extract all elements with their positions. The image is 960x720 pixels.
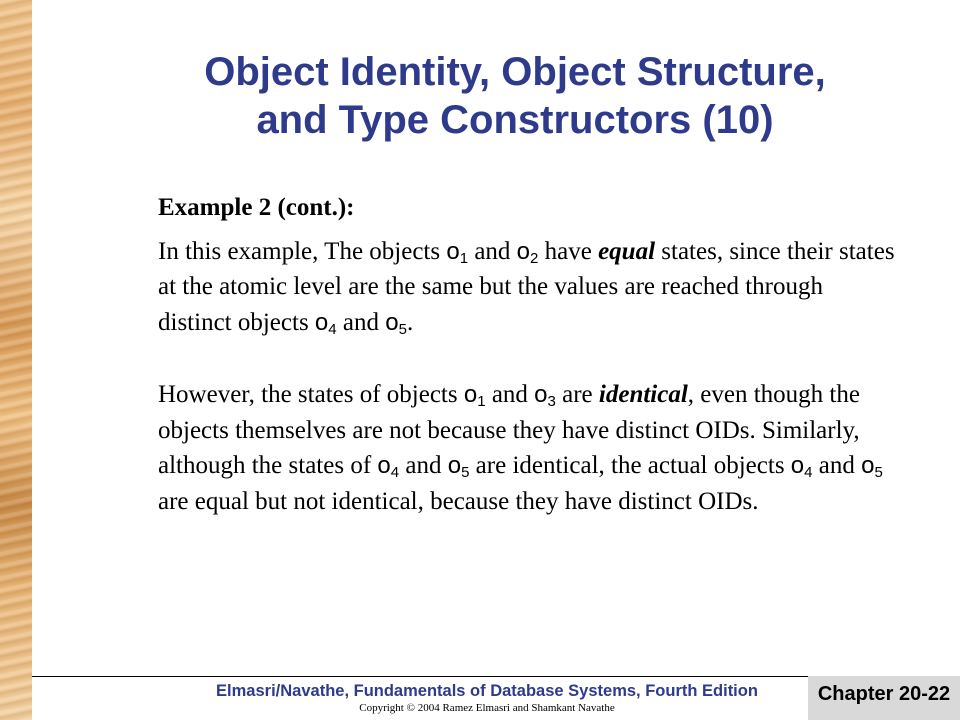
text: and xyxy=(485,381,535,408)
object-ref: $o_3$ xyxy=(534,381,556,410)
slide-body xyxy=(158,190,898,519)
object-ref: $o_1$ xyxy=(446,237,469,267)
slide-title xyxy=(120,48,910,144)
footer-copyright: Copyright © 2004 Ramez Elmasri and Shamkant Navathe xyxy=(359,702,615,714)
text: have xyxy=(538,237,599,265)
object-ref: $o_4$ xyxy=(790,452,813,481)
title-line-1: Object Identity, Object Structure, xyxy=(204,50,826,94)
example-subheading: Example 2 (cont.): xyxy=(158,194,355,221)
paragraph-equal-states xyxy=(158,234,898,341)
text: and xyxy=(399,452,448,479)
text: are equal but not identical, because they have distinct OIDs. xyxy=(158,487,759,515)
object-ref: $o_2$ xyxy=(516,237,539,267)
text: and xyxy=(812,452,862,479)
decorative-sand-strip xyxy=(0,0,32,720)
object-ref: $o_5$ xyxy=(385,308,407,338)
emphasis-identical: identical xyxy=(598,381,688,408)
text: and xyxy=(468,237,517,265)
object-ref: $o_1$ xyxy=(463,381,486,410)
text: However, the states of objects xyxy=(158,381,464,408)
object-ref: $o_4$ xyxy=(314,308,337,338)
text: In this example, The objects xyxy=(158,237,447,265)
text: states, since their states at the atomic level are the same but the values are reached through distinct objects xyxy=(158,237,895,336)
footer-book-title: Elmasri/Navathe, Fundamentals of Database Systems, Fourth Edition xyxy=(216,682,758,700)
object-ref: $o_5$ xyxy=(861,452,883,481)
text: and xyxy=(336,308,386,336)
text: are xyxy=(555,381,599,408)
object-ref: $o_4$ xyxy=(377,452,400,481)
paragraph-gap xyxy=(158,340,898,377)
chapter-box xyxy=(808,676,960,720)
title-line-2: and Type Constructors (10) xyxy=(256,98,774,142)
emphasis-equal: equal xyxy=(598,237,656,265)
text: are identical, the actual objects xyxy=(469,452,791,479)
text: . xyxy=(406,308,414,336)
paragraph-identical-states xyxy=(158,377,898,519)
chapter-label: Chapter 20-22 xyxy=(817,683,951,705)
text: , even though the objects themselves are not because they have distinct OIDs. Similarly, although the states of xyxy=(158,381,860,479)
object-ref: $o_5$ xyxy=(447,452,470,481)
